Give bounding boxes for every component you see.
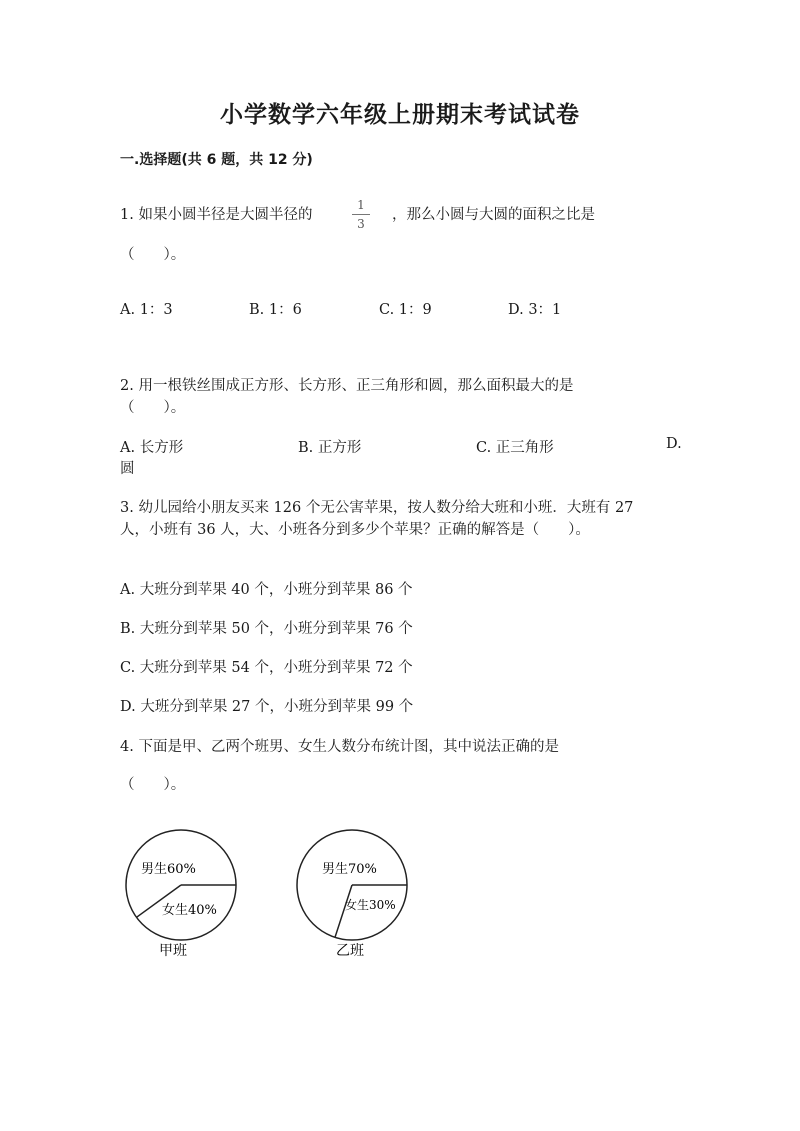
q1-text-after: ，那么小圆与大圆的面积之比是	[392, 207, 595, 223]
pie-title: 乙班	[336, 943, 364, 959]
q4-blank: （ ）。	[120, 777, 186, 793]
pie-label-boys: 男生70%	[322, 862, 377, 877]
q3-option-d: D. 大班分到苹果 27 个，小班分到苹果 99 个	[120, 699, 414, 715]
q1-option-b: B. 1：6	[249, 302, 302, 318]
q1-option-a: A. 1：3	[120, 302, 173, 318]
q2-option-d: D.	[666, 436, 682, 452]
q1-fraction-denominator: 3	[357, 217, 365, 231]
q1-text-before: 1. 如果小圆半径是大圆半径的	[120, 207, 313, 223]
section-heading: 一.选择题(共 6 题，共 12 分)	[120, 152, 313, 168]
q3-option-a: A. 大班分到苹果 40 个，小班分到苹果 86 个	[120, 582, 413, 598]
q3-line1: 3. 幼儿园给小朋友买来 126 个无公害苹果，按人数分给大班和小班．大班有 27	[120, 500, 634, 516]
q1-blank: （ ）。	[120, 247, 186, 263]
q1-option-d: D. 3：1	[508, 302, 562, 318]
q3-option-b: B. 大班分到苹果 50 个，小班分到苹果 76 个	[120, 621, 413, 637]
q2-blank: （ ）。	[120, 400, 186, 416]
pie-chart-class-yi	[297, 830, 407, 959]
page-title: 小学数学六年级上册期末考试试卷	[220, 102, 580, 128]
q2-option-d-wrap: 圆	[120, 461, 135, 477]
q3-line2: 人，小班有 36 人，大、小班各分到多少个苹果？正确的解答是（ ）。	[120, 522, 590, 538]
q1-option-c: C. 1：9	[379, 302, 432, 318]
q2-option-a: A. 长方形	[120, 440, 184, 456]
pie-label-girls: 女生40%	[162, 903, 217, 918]
pie-label-boys: 男生60%	[141, 862, 196, 877]
q2-option-b: B. 正方形	[298, 440, 362, 456]
pie-chart-class-jia	[126, 830, 236, 959]
pie-title: 甲班	[159, 943, 187, 959]
pie-label-girls: 女生30%	[345, 898, 396, 912]
q4-line1: 4. 下面是甲、乙两个班男、女生人数分布统计图，其中说法正确的是	[120, 739, 559, 755]
q2-option-c: C. 正三角形	[476, 440, 554, 456]
q3-option-c: C. 大班分到苹果 54 个，小班分到苹果 72 个	[120, 660, 413, 676]
q1-fraction-numerator: 1	[357, 198, 365, 212]
q2-line1: 2. 用一根铁丝围成正方形、长方形、正三角形和圆，那么面积最大的是	[120, 378, 574, 394]
